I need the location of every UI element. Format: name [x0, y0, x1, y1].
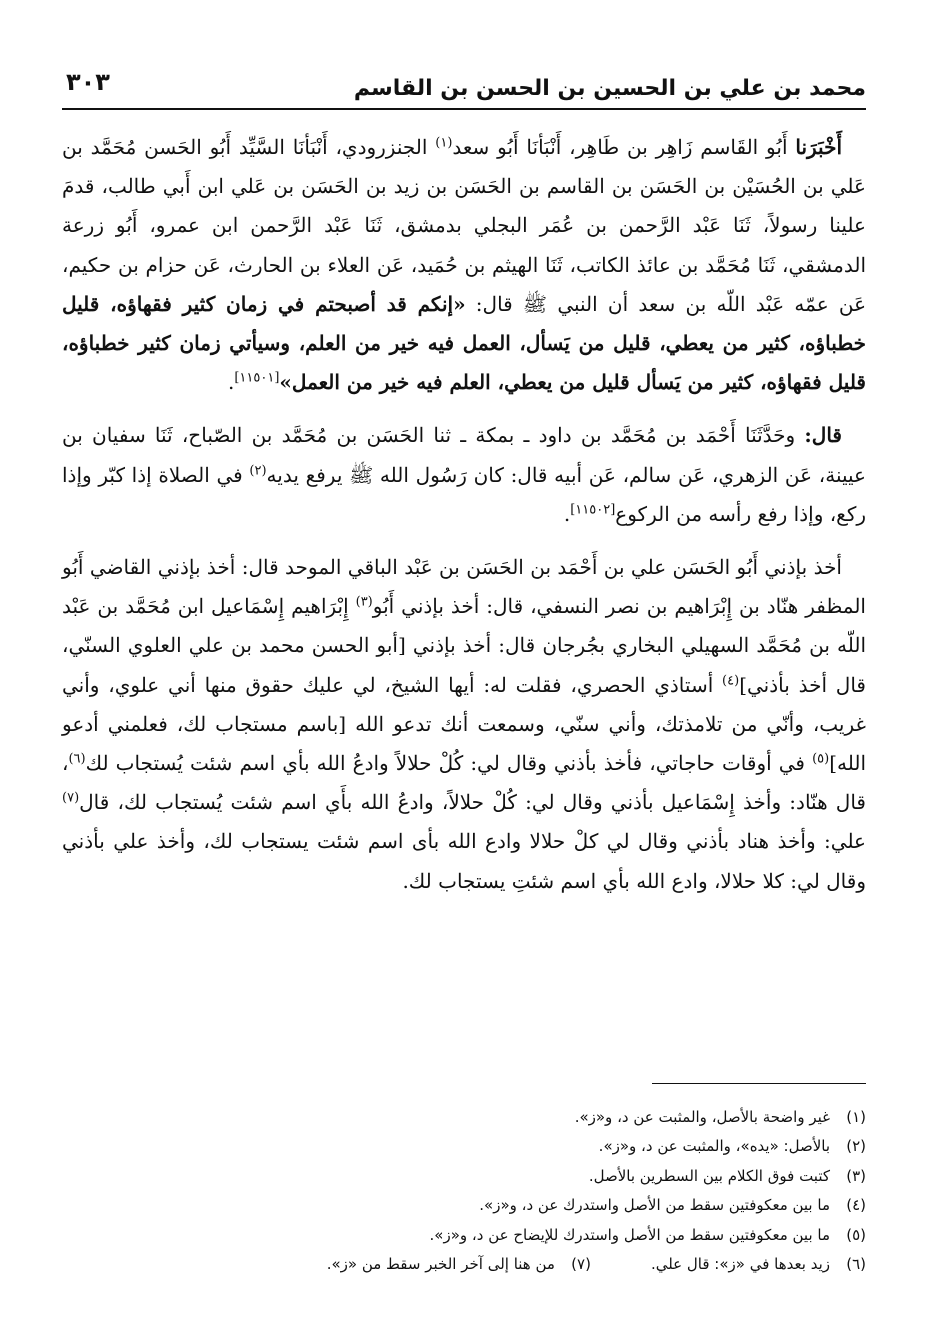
footnote-number: (٥) — [846, 1225, 866, 1244]
footnote-marker: (١) — [435, 135, 453, 151]
paragraph-3 — [62, 548, 866, 901]
footnote-number: (٣) — [846, 1166, 866, 1185]
footnote-marker: (٢) — [249, 462, 267, 478]
text-run: . — [227, 370, 235, 395]
footnote-marker: (٤) — [722, 672, 740, 688]
main-text — [62, 128, 866, 915]
footnote-item — [62, 1221, 866, 1251]
footnote-text: ما بين معكوفتين سقط من الأصل واستدرك عن د، و«ز». — [479, 1196, 830, 1214]
footnote-number: (١) — [846, 1107, 866, 1126]
text-run: علي: وأخذ هناد بأذني وقال لي كلْ حلالا وادع الله بأى اسم شئت يستجاب لك، وأخذ علي بأذني وقال لي: كلا حلالا، وادع الله بأي اسم شئتِ يستجاب لك. — [62, 829, 866, 893]
text-run: أَبُو القَاسم زَاهِر بن طَاهِر، أَنْبَأنَا أَبُو سعد — [452, 135, 796, 159]
hadith-text: «إنكم قد أصبحتم في زمان كثير فقهاؤه، قليل خطباؤه، كثير من يعطي، قليل من يَسأل، العمل فيه خير من العلم، وسيأتي زمان كثير خطباؤه، قليل فقهاؤه، كثير من يَسأل قليل من يعطي، العلم فيه خير من العمل» — [62, 291, 866, 395]
paragraph-2 — [62, 416, 866, 534]
footnote-text: غير واضحة بالأصل، والمثبت عن د، و«ز». — [574, 1107, 830, 1126]
footnote-text: كتبت فوق الكلام بين السطرين بالأصل. — [588, 1166, 830, 1185]
hadith-reference: [١١٥٠٢] — [570, 502, 616, 518]
footnotes-section — [62, 1073, 866, 1280]
footnote-second-column — [327, 1250, 591, 1280]
footnote-number: (٤) — [846, 1196, 866, 1214]
paragraph-1 — [62, 128, 866, 402]
footnote-number: (٦) — [846, 1255, 866, 1273]
text-run: في الصلاة إذا كبّر وإذا ركع، وإذا رفع رأسه من الركوع — [62, 462, 866, 526]
text-run: أستاذي الحصري، فقلت له: أيها الشيخ، لي عليك حقوق منها أني علوي، وأني غريب، وأنّي من تلامذتك، وأني سنّي، وسمعت أنك تدعو الله [باسم مستجاب لك، فعلمني أدعو الله] — [62, 672, 866, 776]
hadith-reference: [١١٥٠١] — [234, 370, 280, 386]
text-run: ، قال هنّاد: وأخذ إِسْمَاعيل بأذني وقال لي: كُلْ حلالاً، وادعُ الله بأَي اسم شئت يُستجاب لك، قال — [62, 751, 866, 815]
footnote-marker: (٣) — [355, 594, 373, 610]
footnote-item — [62, 1162, 866, 1192]
narration-lead: أَخْبَرَنا — [795, 135, 842, 159]
text-run: إِبْرَاهيم إِسْمَاعيل ابن مُحَمَّد بن عَبْد اللّه بن مُحَمَّد السهيلي البخاري بجُرجان قال: أخذ بإذني [أبو الحسن محمد بن علي العلوي السنّي، قال أخذ بأذني] — [62, 594, 867, 697]
text-run: أخذ بإذني أَبُو الحَسَن علي بن أَحْمَد بن الحَسَن بن عَبْد الباقي الموحد قال: أخذ بإذني القاضي أَبُو المظفر هنّاد بن إِبْرَاهيم بن نصر النسفي، قال: أخذ بإذني أَبُو — [62, 555, 866, 619]
text-run: . — [563, 501, 571, 526]
footnote-item — [62, 1191, 866, 1221]
footnote-marker: (٧) — [62, 790, 80, 806]
text-run: وحَدَّثَنَا أَحْمَد بن مُحَمَّد بن داود ـ بمكة ـ ثنا الحَسَن بن مُحَمَّد بن الصّباح، ثَنَا سفيان بن عيينة، عَن الزهري، عَن سالم، عَن أبيه قال: كان رَسُول الله ﷺ يرفع يديه — [62, 423, 866, 487]
page-number: ٣٠٣ — [66, 68, 110, 96]
footnote-text: من هنا إلى آخر الخبر سقط من «ز». — [326, 1255, 555, 1273]
footnote-text: زيد بعدها في «ز»: قال علي. — [650, 1255, 830, 1273]
footnote-item — [62, 1132, 866, 1162]
narration-lead: قال: — [804, 423, 842, 448]
footnote-number: (٢) — [846, 1137, 866, 1155]
footnote-marker: (٦) — [68, 751, 86, 767]
footnote-text: بالأصل: «يده»، والمثبت عن د، و«ز». — [598, 1137, 830, 1155]
text-run: الجنزرودي، أَنْبَأنَا السَّيِّد أَبُو الحَسن مُحَمَّد بن عَلي بن الحُسَيْن بن الحَسَن بن القاسم بن الحَسَن بن زيد بن الحَسَن بن عَلي ابن أَبي طالب، قدمَ علينا رسولاً، ثَنَا عَبْد الرَّحمن بن عُمَر البجلي بدمشق، ثَنَا عَبْد الرَّحمن ابن عمرو، أَبُو زرعة الدمشقي، ثَنَا مُحَمَّد بن عائذ الكاتب، ثَنَا الهيثم بن حُمَيد، عَن العلاء بن الحارث، عَن حزام بن حكيم، عَن عمّه عَبْد اللّه بن سعد أن النبي ﷺ قال: — [62, 135, 866, 316]
header-title: محمد بن علي بن الحسين بن الحسن بن القاسم — [353, 76, 866, 101]
footnote-text: ما بين معكوفتين سقط من الأصل واستدرك للإيضاح عن د، و«ز». — [429, 1225, 830, 1244]
footnote-item-pair — [62, 1250, 866, 1280]
text-run: في أوقات حاجاتي، فأخذ بأذني وقال لي: كُلْ حلالاً وادعُ الله بأي اسم شئت يُستجاب لك — [85, 751, 813, 776]
footnote-number: (٧) — [571, 1255, 591, 1273]
footnote-item — [62, 1103, 866, 1133]
footnote-marker: (٥) — [812, 751, 830, 767]
footnote-rule — [652, 1083, 866, 1084]
running-header — [62, 62, 866, 110]
